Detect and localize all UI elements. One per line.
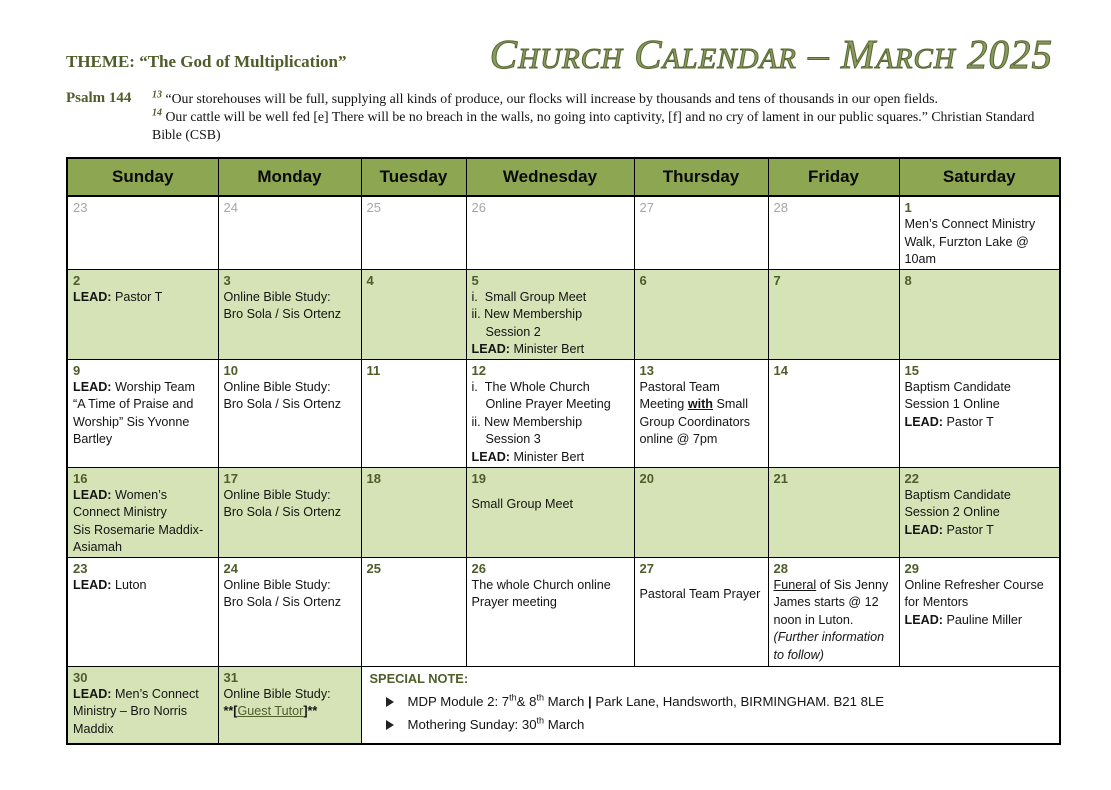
event-line <box>224 487 357 505</box>
text-segment: Online Bible Study: <box>223 686 331 701</box>
text-segment: Minister Bert <box>509 342 585 356</box>
event-line <box>224 504 357 522</box>
text-segment: Online Bible Study: <box>223 289 331 304</box>
week-row-2 <box>67 269 1060 359</box>
day-cell-27 <box>634 557 768 666</box>
day-cell-2 <box>67 269 218 359</box>
text-segment: | <box>587 693 592 709</box>
event-line <box>640 414 764 432</box>
special-note-item <box>386 717 1052 732</box>
day-cell-5 <box>466 269 634 359</box>
date-number: 1 <box>904 200 912 215</box>
text-segment: LEAD: <box>73 289 112 304</box>
event-line <box>73 686 214 739</box>
day-header-sunday: Sunday <box>67 158 218 196</box>
text-segment: Online Prayer Meeting <box>471 397 611 411</box>
text-segment: Park Lane, Handsworth, BIRMINGHAM. B21 8LE <box>591 693 885 709</box>
text-segment: Bro Sola / Sis Ortenz <box>223 307 342 321</box>
day-cell-7 <box>768 269 899 359</box>
text-segment: The whole Church online Prayer meeting <box>471 577 611 609</box>
text-segment: Small <box>713 397 748 411</box>
text-segment: online @ 7pm <box>639 432 718 446</box>
text-segment: LEAD: <box>73 379 112 394</box>
day-cell-11 <box>361 359 466 467</box>
event-line <box>905 577 1056 612</box>
text-segment: LEAD: <box>904 612 943 627</box>
date-number: 17 <box>223 470 238 486</box>
text-segment: LEAD: <box>471 449 510 464</box>
calendar-title: Church Calendar – March 2025 <box>489 31 1053 77</box>
text-segment: March <box>544 716 585 732</box>
day-cell-18 <box>361 467 466 557</box>
date-number: 16 <box>73 470 88 486</box>
week-row-3 <box>67 359 1060 467</box>
date-number: 10 <box>223 362 238 378</box>
event-line <box>73 487 214 522</box>
date-number: 25 <box>366 200 381 215</box>
text-segment: Mothering Sunday: 30 <box>407 716 537 732</box>
day-cell-1 <box>899 196 1060 269</box>
date-number: 14 <box>773 362 788 378</box>
day-cell-20 <box>634 467 768 557</box>
text-segment: Pastor T <box>111 289 163 304</box>
day-header-saturday: Saturday <box>899 158 1060 196</box>
text-segment: Session 3 <box>471 432 541 446</box>
day-cell-24 <box>218 557 361 666</box>
date-number: 21 <box>773 470 788 486</box>
special-note-text <box>408 717 585 732</box>
text-segment: i. The Whole Church <box>471 379 590 394</box>
date-number: 20 <box>639 470 654 486</box>
day-header-row <box>67 158 1060 196</box>
day-cell-27 <box>634 196 768 269</box>
day-header-thursday: Thursday <box>634 158 768 196</box>
week-row-4 <box>67 467 1060 557</box>
text-segment: Bro Sola / Sis Ortenz <box>223 397 342 411</box>
date-number: 24 <box>223 200 238 215</box>
psalm-text <box>152 90 1051 144</box>
event-line <box>472 449 630 467</box>
text-segment: Meeting <box>639 397 688 411</box>
text-segment: Bro Sola / Sis Ortenz <box>223 505 342 519</box>
event-line <box>224 686 357 704</box>
event-line <box>640 379 764 397</box>
date-number: 2 <box>73 272 81 288</box>
week-row-1 <box>67 196 1060 269</box>
event-line <box>774 577 895 630</box>
text-segment: Pastoral Team Prayer <box>639 586 761 601</box>
text-segment: LEAD: <box>904 414 943 429</box>
event-line <box>472 379 630 397</box>
text-segment: i. Small Group Meet <box>471 289 587 304</box>
day-cell-15 <box>899 359 1060 467</box>
verse-text-13: “Our storehouses will be full, supplying all kinds of produce, our flocks will increase by thousands and tens of thousands in our open fields. <box>165 91 938 106</box>
text-segment: Pastoral Team <box>639 379 720 394</box>
event-line <box>905 487 1056 522</box>
date-number: 6 <box>639 272 647 288</box>
event-line <box>640 396 764 414</box>
event-line <box>73 577 214 595</box>
day-cell-6 <box>634 269 768 359</box>
date-number: 13 <box>639 362 654 378</box>
text-segment: LEAD: <box>471 342 510 356</box>
date-number: 7 <box>773 272 781 288</box>
text-segment: Guest Tutor <box>237 704 304 718</box>
text-segment: Baptism Candidate Session 1 Online <box>904 379 1011 411</box>
day-cell-14 <box>768 359 899 467</box>
date-number: 26 <box>471 560 486 576</box>
text-segment: Bro Sola / Sis Ortenz <box>223 595 342 609</box>
week-row-5 <box>67 557 1060 666</box>
text-segment: of Sis Jenny James starts @ 12 noon in Luton. <box>773 577 889 627</box>
event-line <box>472 414 630 432</box>
text-segment: LEAD: <box>73 487 112 502</box>
date-number: 25 <box>366 560 381 576</box>
event-line <box>224 306 357 324</box>
text-segment: Group Coordinators <box>639 414 751 429</box>
date-number: 19 <box>471 470 486 486</box>
date-number: 3 <box>223 272 231 288</box>
day-cell-29 <box>899 557 1060 666</box>
date-number: 15 <box>904 362 919 378</box>
verse-number-13: 13 <box>152 89 162 101</box>
text-segment: “A Time of Praise and Worship” Sis Yvonne Bartley <box>73 397 194 446</box>
day-cell-16 <box>67 467 218 557</box>
text-segment: Session 2 <box>471 324 541 339</box>
text-segment: Pastor T <box>942 414 994 429</box>
day-cell-9 <box>67 359 218 467</box>
date-number: 28 <box>773 560 788 576</box>
event-line <box>472 577 630 612</box>
date-number: 26 <box>471 200 486 215</box>
event-line <box>73 289 214 307</box>
day-cell-8 <box>899 269 1060 359</box>
date-number: 30 <box>73 669 88 685</box>
date-number: 11 <box>366 362 381 378</box>
day-cell-13 <box>634 359 768 467</box>
day-cell-10 <box>218 359 361 467</box>
text-segment: Baptism Candidate Session 2 Online <box>904 487 1011 519</box>
psalm-reference: Psalm 144 <box>66 90 132 106</box>
calendar-table <box>66 157 1061 745</box>
day-cell-17 <box>218 467 361 557</box>
text-segment: with <box>687 397 713 411</box>
text-segment: ii. New Membership <box>471 307 583 321</box>
theme-heading: THEME: “The God of Multiplication” <box>66 52 347 71</box>
event-line <box>640 431 764 449</box>
psalm-verse-14 <box>152 108 1051 144</box>
arrowhead-icon <box>386 697 394 707</box>
date-number: 31 <box>223 669 238 685</box>
text-segment: Luton <box>111 577 147 592</box>
date-number: 18 <box>366 470 381 486</box>
text-segment: Women’s Connect Ministry <box>73 487 168 519</box>
special-note-label: SPECIAL NOTE: <box>369 670 469 686</box>
date-number: 22 <box>904 470 919 486</box>
date-number: 9 <box>73 362 81 378</box>
text-segment: Online Bible Study: <box>223 487 331 502</box>
event-line <box>905 612 1056 630</box>
event-line <box>905 379 1056 414</box>
day-header-tuesday: Tuesday <box>361 158 466 196</box>
text-segment: th <box>536 692 544 703</box>
day-cell-25 <box>361 557 466 666</box>
date-number: 27 <box>639 560 654 576</box>
text-segment: Men’s Connect Ministry – Bro Norris Maddix <box>73 686 199 736</box>
text-segment: MDP Module 2: 7 <box>407 693 510 709</box>
text-segment: **[ <box>223 704 238 718</box>
text-segment: th <box>509 692 517 703</box>
day-cell-3 <box>218 269 361 359</box>
day-cell-19 <box>466 467 634 557</box>
text-segment: Men’s Connect Ministry Walk, Furzton Lake @ 10am <box>904 217 1036 266</box>
text-segment: Pastor T <box>942 522 994 537</box>
event-line <box>224 289 357 307</box>
event-line <box>905 414 1056 432</box>
date-number: 27 <box>639 200 654 215</box>
verse-text-14: Our cattle will be well fed [e] There will be no breach in the walls, no going into captivity, [f] and no cry of lament in our public squares.” Christian Standard Bible (CSB) <box>152 109 1035 142</box>
event-line <box>73 522 214 557</box>
day-cell-23 <box>67 557 218 666</box>
date-number: 28 <box>773 200 788 215</box>
special-note-text <box>408 694 885 709</box>
date-number: 29 <box>904 560 919 576</box>
verse-number-14: 14 <box>152 107 162 119</box>
text-segment: th <box>536 715 545 726</box>
day-cell-28 <box>768 557 899 666</box>
event-line <box>224 703 357 721</box>
text-segment: ii. New Membership <box>471 414 583 429</box>
text-segment: & 8 <box>516 693 537 709</box>
date-number: 4 <box>366 272 374 288</box>
text-segment: Worship Team <box>111 379 196 394</box>
text-segment: ]** <box>303 704 318 718</box>
date-number: 8 <box>904 272 912 288</box>
text-segment: Online Refresher Course for Mentors <box>904 577 1044 609</box>
calendar <box>66 157 1061 745</box>
week-row-6 <box>67 666 1060 744</box>
date-number: 23 <box>73 560 88 576</box>
day-cell-4 <box>361 269 466 359</box>
text-segment: Online Bible Study: <box>223 577 331 592</box>
day-cell-31 <box>218 666 361 744</box>
event-line <box>472 289 630 307</box>
day-cell-23 <box>67 196 218 269</box>
text-segment: March <box>543 693 588 709</box>
day-cell-24 <box>218 196 361 269</box>
event-line <box>224 594 357 612</box>
event-line <box>774 629 895 664</box>
text-segment: LEAD: <box>73 577 112 592</box>
day-cell-28 <box>768 196 899 269</box>
psalm-block <box>66 90 1051 144</box>
date-number: 5 <box>471 272 479 288</box>
day-cell-21 <box>768 467 899 557</box>
text-segment: Small Group Meet <box>471 496 573 511</box>
event-line <box>472 306 630 324</box>
event-line <box>472 496 630 514</box>
text-segment: (Further information to follow) <box>773 630 885 662</box>
day-header-monday: Monday <box>218 158 361 196</box>
event-line <box>905 216 1056 269</box>
text-segment: Minister Bert <box>509 449 585 464</box>
text-segment: LEAD: <box>904 522 943 537</box>
text-segment: Sis Rosemarie Maddix-Asiamah <box>73 522 204 554</box>
text-segment: LEAD: <box>73 686 112 701</box>
event-line <box>640 586 764 604</box>
event-line <box>73 379 214 397</box>
date-number: 24 <box>223 560 238 576</box>
arrowhead-icon <box>386 720 394 730</box>
event-line <box>472 341 630 359</box>
event-line <box>224 577 357 595</box>
day-header-wednesday: Wednesday <box>466 158 634 196</box>
day-cell-26 <box>466 557 634 666</box>
text-segment: Online Bible Study: <box>223 379 331 394</box>
event-line <box>472 431 630 449</box>
day-cell-12 <box>466 359 634 467</box>
event-line <box>472 396 630 414</box>
event-line <box>224 396 357 414</box>
event-line <box>73 396 214 449</box>
date-number: 23 <box>73 200 88 215</box>
psalm-verse-13 <box>152 90 1051 108</box>
event-line <box>224 379 357 397</box>
event-line <box>472 324 630 342</box>
special-note-cell <box>361 666 1060 744</box>
special-note-item <box>386 694 1052 709</box>
date-number: 12 <box>471 362 486 378</box>
day-cell-25 <box>361 196 466 269</box>
day-cell-22 <box>899 467 1060 557</box>
day-cell-30 <box>67 666 218 744</box>
day-header-friday: Friday <box>768 158 899 196</box>
text-segment: Funeral <box>773 577 817 592</box>
day-cell-26 <box>466 196 634 269</box>
event-line <box>905 522 1056 540</box>
text-segment: Pauline Miller <box>942 612 1023 627</box>
